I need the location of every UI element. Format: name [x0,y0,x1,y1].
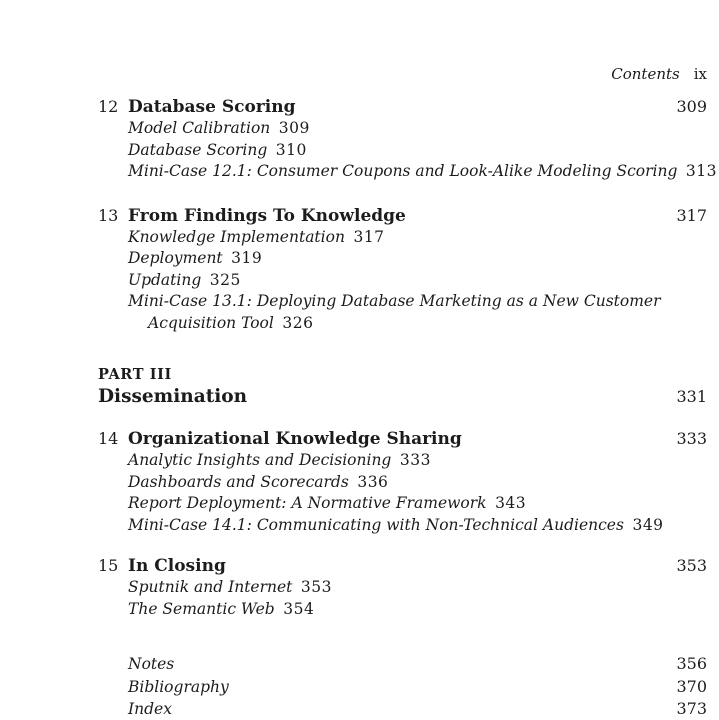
chapter-title: From Findings To Knowledge [128,205,406,226]
subsection-title-line-1: Mini-Case 13.1: Deploying Database Marketing as a New Customer [128,292,661,310]
backmatter-entry [128,676,707,699]
subsection-entry [128,118,707,140]
subsection-page-number: 354 [283,599,315,618]
subsection-entry [128,270,707,292]
subsection-title-continuation: Acquisition Tool [148,313,274,332]
subsection-entry [128,493,707,515]
folio-roman: ix [693,65,707,83]
backmatter-entry [128,653,707,676]
subsection-entry [128,472,707,494]
chapter-14-entry [98,428,707,536]
subsection-title: Knowledge Implementation [128,227,345,246]
subsection-list [128,227,707,335]
chapter-heading [98,555,707,577]
subsection-page-number: 333 [399,451,431,469]
subsection-title: Updating [128,270,202,289]
backmatter-title: Bibliography [128,677,229,696]
subsection-page-number: 317 [353,227,385,246]
subsection-entry [128,515,707,537]
chapter-page-number: 309 [676,97,707,116]
subsection-title: Mini-Case 12.1: Consumer Coupons and Look-Alike Modeling Scoring [128,162,678,180]
subsection-page-number: 309 [278,119,310,137]
subsection-title: The Semantic Web [128,599,275,618]
chapter-number: 15 [98,556,119,575]
subsection-entry [128,599,707,621]
subsection-title: Database Scoring [128,140,268,159]
subsection-list [128,577,707,620]
subsection-entry [128,577,707,599]
subsection-list [128,450,707,536]
subsection-page-number: 325 [209,270,241,289]
chapter-heading [98,96,707,118]
subsection-page-number: 343 [495,494,527,512]
chapter-number: 13 [98,205,119,225]
part-title-row [98,385,707,409]
subsection-title: Deployment [128,249,223,267]
chapter-heading [98,205,707,227]
subsection-title: Analytic Insights and Decisioning [128,451,392,469]
backmatter-entry [128,698,707,720]
chapter-title: In Closing [128,556,226,576]
subsection-entry [128,227,707,249]
chapter-number: 14 [98,429,119,448]
subsection-page-number: 349 [632,515,664,534]
backmatter-title: Index [128,700,172,718]
chapter-title: Organizational Knowledge Sharing [128,429,462,449]
subsection-page-number: 326 [282,313,314,332]
backmatter-page-number: 356 [676,654,707,673]
part-3-divider [98,365,707,409]
contents-label: Contents [611,65,680,83]
subsection-entry [128,291,707,334]
backmatter-page-number: 373 [676,699,707,718]
chapter-page-number: 317 [676,205,707,225]
running-header [98,64,707,84]
chapter-heading [98,428,707,450]
subsection-entry [128,450,707,472]
subsection-title: Model Calibration [128,119,271,137]
subsection-page-number: 313 [685,162,717,180]
subsection-title: Sputnik and Internet [128,578,293,596]
part-title: Dissemination [98,386,248,407]
subsection-page-number: 319 [231,249,263,267]
subsection-entry [128,161,717,183]
chapter-title: Database Scoring [128,97,296,117]
backmatter-page-number: 370 [676,676,707,696]
backmatter-title: Notes [128,655,175,673]
subsection-title-line-2 [128,313,707,335]
backmatter-list [128,653,707,720]
subsection-title: Report Deployment: A Normative Framework [128,494,487,512]
chapter-number: 12 [98,97,119,116]
chapter-12-entry [98,96,717,183]
subsection-list [128,118,717,183]
chapter-page-number: 353 [676,556,707,575]
subsection-page-number: 310 [275,140,307,159]
part-label: PART III [98,366,172,383]
chapter-13-entry [98,205,707,335]
chapter-page-number: 333 [676,429,707,448]
subsection-page-number: 353 [300,578,332,596]
subsection-title: Dashboards and Scorecards [128,472,349,491]
subsection-entry [128,140,707,162]
subsection-title: Mini-Case 14.1: Communicating with Non-Technical Audiences [128,515,624,534]
part-page-number: 331 [676,387,707,406]
chapter-15-entry [98,555,707,620]
subsection-page-number: 336 [357,472,389,491]
subsection-entry [128,248,707,270]
